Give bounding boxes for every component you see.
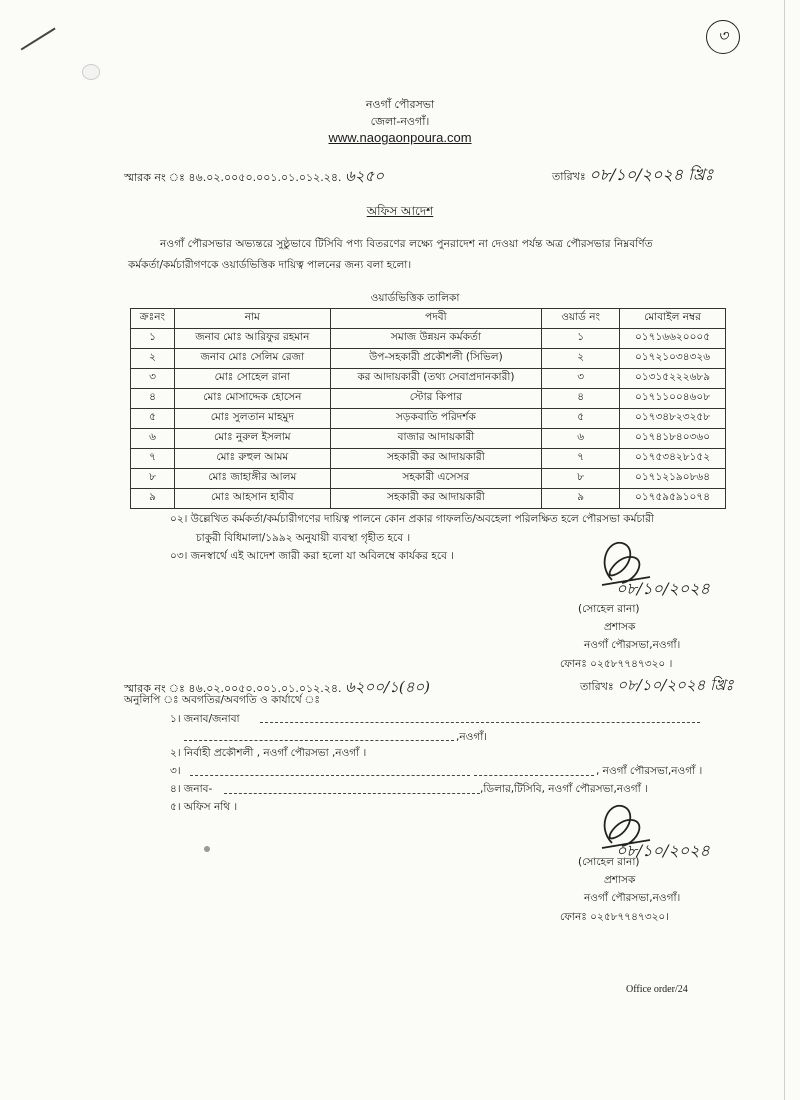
cell-designation: বাজার আদায়কারী <box>330 429 542 449</box>
cell-serial: ৮ <box>131 469 175 489</box>
table-row <box>131 369 726 389</box>
cell-mobile: ০১৭১২১৯০৮৬৪ <box>620 469 726 489</box>
cell-ward: ৫ <box>542 409 620 429</box>
cell-ward: ১ <box>542 329 620 349</box>
copy-item-1-blank-b <box>184 740 454 741</box>
signature-2-name: (সোহেল রানা) <box>578 856 640 868</box>
cell-serial: ৩ <box>131 369 175 389</box>
copies-intro: অনুলিপি ঃ অবগতির/অবগতি ও কার্যার্থে ঃ <box>124 694 320 706</box>
cell-ward: ৪ <box>542 389 620 409</box>
signature-1-designation: প্রশাসক <box>604 621 636 633</box>
cell-name: মোঃ আহসান হাবীব <box>174 489 330 509</box>
memo-ref-handwritten: ৬২৫০ <box>345 167 385 185</box>
table-row <box>131 409 726 429</box>
signature-1-office: নওগাঁ পৌরসভা,নওগাঁ। <box>584 639 681 651</box>
signature-2-designation: প্রশাসক <box>604 874 636 886</box>
cell-mobile: ০১৭১৬৬২০০০৫ <box>620 329 726 349</box>
cell-mobile: ০১৭২১০৩৪৩২৬ <box>620 349 726 369</box>
website-link[interactable]: www.naogaonpoura.com <box>328 130 472 145</box>
cell-mobile: ০১৭৩৪৮২৩২৫৮ <box>620 409 726 429</box>
copy-item-1-suffix: ,নওগাঁ। <box>456 731 488 743</box>
cell-designation: স্টোর কিপার <box>330 389 542 409</box>
cell-designation: সড়কবাতি পরিদর্শক <box>330 409 542 429</box>
cell-mobile: ০১৭১১০০৪৬০৮ <box>620 389 726 409</box>
cell-designation: সহকারী কর আদায়কারী <box>330 489 542 509</box>
memo-2-date <box>580 674 734 699</box>
table-row <box>131 349 726 369</box>
cell-designation: সহকারী কর আদায়কারী <box>330 449 542 469</box>
cell-serial: ৫ <box>131 409 175 429</box>
cell-ward: ২ <box>542 349 620 369</box>
copy-item-4-suffix: ,ডিলার,টিসিবি, নওগাঁ পৌরসভা,নওগাঁ । <box>480 783 648 795</box>
cell-serial: ৪ <box>131 389 175 409</box>
document-title: অফিস আদেশ <box>366 204 434 218</box>
header-ward: ওয়ার্ড নং <box>542 309 620 329</box>
pen-stroke-mark <box>21 28 56 50</box>
table-row <box>131 329 726 349</box>
copy-item-5: ৫। অফিস নথি । <box>170 801 238 813</box>
table-caption: ওয়ার্ডভিত্তিক তালিকা <box>370 292 460 304</box>
org-name: নওগাঁ পৌরসভা <box>365 98 435 111</box>
header-mobile: মোবাইল নম্বর <box>620 309 726 329</box>
memo-date <box>552 162 713 189</box>
table-row <box>131 489 726 509</box>
point-2-line1: ০২। উল্লেখিত কর্মকর্তা/কর্মচারীগণের দায়িত্ব পালনে কোন প্রকার গাফলতি/অবহেলা পরিলক্ষিত হলে পৌরসভা কর্মচারী <box>170 513 654 525</box>
signature-1-date: ০৮/১০/২০২৪ <box>616 579 710 598</box>
table-row <box>131 469 726 489</box>
cell-name: মোঃ মোসাদ্দেক হোসেন <box>174 389 330 409</box>
cell-serial: ৬ <box>131 429 175 449</box>
signature-1-name: (সোহেল রানা) <box>578 603 640 615</box>
page-number-mark: ৩ <box>706 20 740 54</box>
district-name: জেলা-নওগাঁ। <box>370 115 430 128</box>
point-2-line2: চাকুরী বিধিমালা/১৯৯২ অনুযায়ী ব্যবস্থা গৃহীত হবে । <box>196 532 411 544</box>
cell-serial: ১ <box>131 329 175 349</box>
cell-serial: ২ <box>131 349 175 369</box>
footer-code: Office order/24 <box>626 984 688 995</box>
copy-item-1-blank-a <box>260 722 700 723</box>
cell-ward: ৮ <box>542 469 620 489</box>
copy-item-3: ৩। <box>170 765 181 777</box>
signature-2-phone: ফোনঃ ০২৫৮৭৭৪৭৩২০। <box>560 911 669 923</box>
signature-2-date: ০৮/১০/২০২৪ <box>616 841 710 860</box>
memo-ref-label: স্মারক নং ঃ ৪৬.০২.০০৫০.০০১.০১.০১২.২৪. <box>124 171 342 184</box>
cell-designation: কর আদায়কারী (তথ্য সেবাপ্রদানকারী) <box>330 369 542 389</box>
cell-name: মোঃ নুরুল ইসলাম <box>174 429 330 449</box>
body-paragraph-line2: কর্মকর্তা/কর্মচারীগণকে ওয়ার্ডভিত্তিক দায়িত্ব পালনের জন্য বলা হলো। <box>128 259 412 271</box>
cell-ward: ৬ <box>542 429 620 449</box>
signature-2-office: নওগাঁ পৌরসভা,নওগাঁ। <box>584 892 681 904</box>
cell-designation: সহকারী এসেসর <box>330 469 542 489</box>
table-row <box>131 449 726 469</box>
copy-item-2: ২। নির্বাহী প্রকৌশলী , নওগাঁ পৌরসভা ,নওগাঁ । <box>170 747 367 759</box>
memo-2-ref-label: স্মারক নং ঃ ৪৬.০২.০০৫০.০০১.০১.০১২.২৪. <box>124 682 342 695</box>
table-row <box>131 429 726 449</box>
cell-serial: ৯ <box>131 489 175 509</box>
scan-speck <box>82 64 100 80</box>
memo-ref <box>124 165 384 190</box>
body-paragraph-line1: নওগাঁ পৌরসভার অভ্যন্তরে সুষ্ঠুভাবে টিসিবি পণ্য বিতরণের লক্ষ্যে পুনরাদেশ না দেওয়া পর্যন্ত অত্র পৌরসভার নিম্নবর্ণিত <box>160 238 653 250</box>
cell-name: মোঃ জাহাঙ্গীর আলম <box>174 469 330 489</box>
copy-item-3-blank-b <box>474 775 594 776</box>
ward-table <box>130 308 726 509</box>
header-designation: পদবী <box>330 309 542 329</box>
point-3: ০৩। জনস্বার্থে এই আদেশ জারী করা হলো যা অবিলম্বে কার্যকর হবে । <box>170 550 455 562</box>
memo-2-date-label: তারিখঃ <box>580 680 614 693</box>
cell-designation: উপ-সহকারী প্রকৌশলী (সিভিল) <box>330 349 542 369</box>
cell-name: জনাব মোঃ সেলিম রেজা <box>174 349 330 369</box>
cell-name: মোঃ সুলতান মাহমুদ <box>174 409 330 429</box>
cell-mobile: ০১৭৪১৮৪০৩৬০ <box>620 429 726 449</box>
copy-item-3-blank-a <box>190 775 470 776</box>
cell-ward: ৭ <box>542 449 620 469</box>
memo-date-label: তারিখঃ <box>552 170 586 183</box>
cell-name: মোঃ রুহুল আমম <box>174 449 330 469</box>
cell-mobile: ০১৩১৫২২২৬৮৯ <box>620 369 726 389</box>
scan-speck <box>204 846 210 852</box>
cell-designation: সমাজ উন্নয়ন কর্মকর্তা <box>330 329 542 349</box>
copy-item-3-suffix: , নওগাঁ পৌরসভা,নওগাঁ । <box>596 765 703 777</box>
copy-item-4-blank <box>224 793 480 794</box>
memo-date-handwritten: ০৮/১০/২০২৪ খ্রিঃ <box>589 165 714 184</box>
cell-name: জনাব মোঃ আরিফুর রহমান <box>174 329 330 349</box>
memo-2-date-handwritten: ০৮/১০/২০২৪ খ্রিঃ <box>617 676 734 694</box>
cell-mobile: ০১৭৫৩৪২৮১৫২ <box>620 449 726 469</box>
header-serial: ক্রঃনং <box>131 309 175 329</box>
copy-item-4: ৪। জনাব- <box>170 783 213 795</box>
scan-edge-line <box>784 0 785 1100</box>
table-row <box>131 389 726 409</box>
memo-2-ref-handwritten: ৬২০০/১(৪০) <box>345 678 431 696</box>
cell-name: মোঃ সোহেল রানা <box>174 369 330 389</box>
table-header-row <box>131 309 726 329</box>
signature-1-phone: ফোনঃ ০২৫৮৭৭৪৭৩২০ । <box>560 658 673 670</box>
copy-item-1: ১। জনাব/জনাবা <box>170 713 240 725</box>
cell-ward: ৯ <box>542 489 620 509</box>
header-name: নাম <box>174 309 330 329</box>
cell-serial: ৭ <box>131 449 175 469</box>
cell-ward: ৩ <box>542 369 620 389</box>
cell-mobile: ০১৭৫৯৫৯১০৭৪ <box>620 489 726 509</box>
